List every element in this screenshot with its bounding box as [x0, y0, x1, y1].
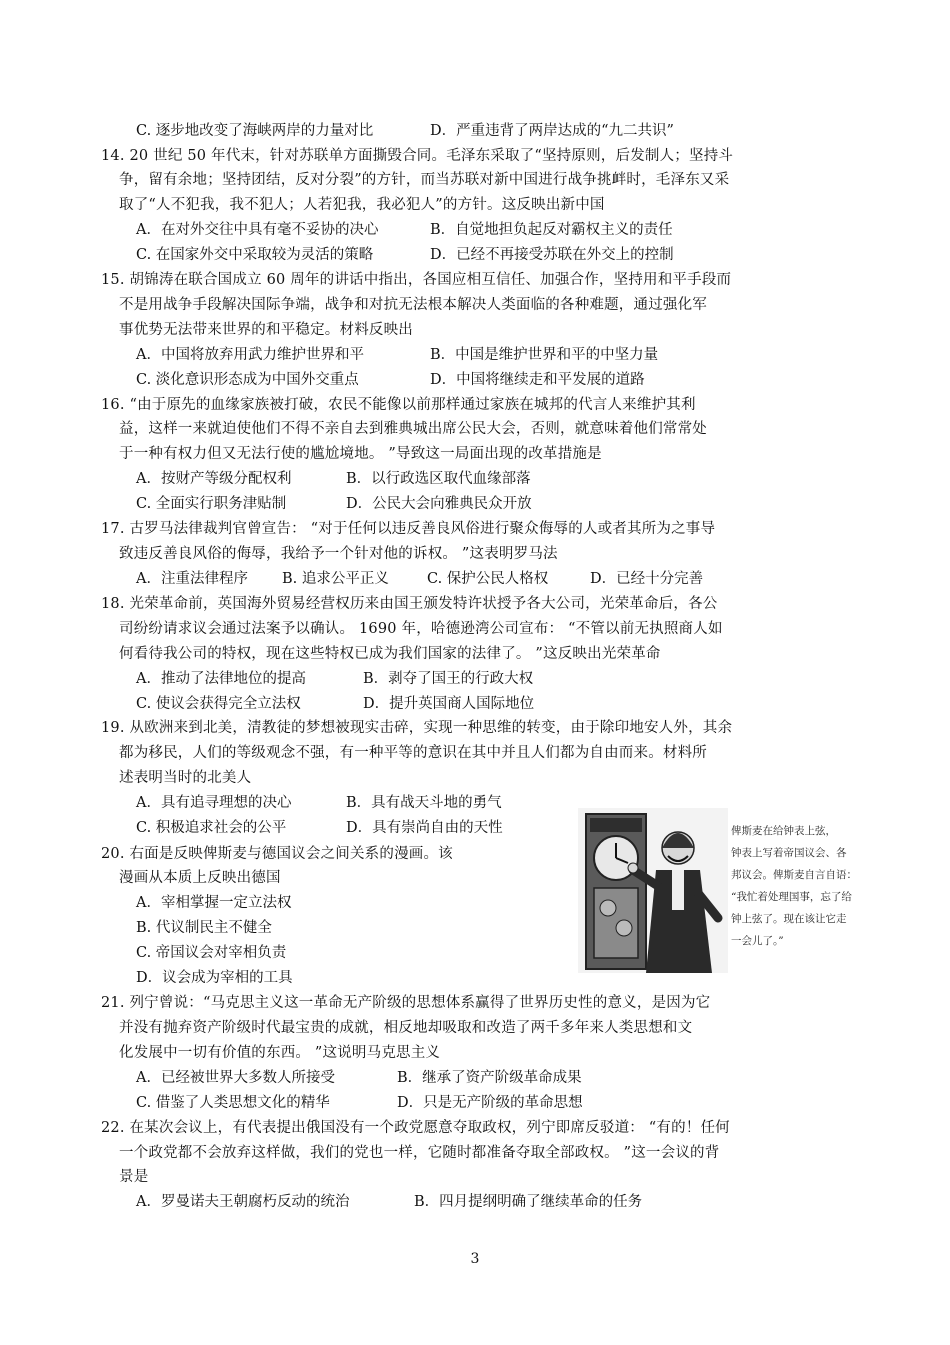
question-line: 述表明当时的北美人 [119, 770, 252, 786]
answer-option: A．按财产等级分配权利 [136, 471, 292, 487]
question-line: 22. 在某次会议上，有代表提出俄国没有一个政党愿意夺取政权，列宁即席反驳道： “有的！任何 [101, 1120, 730, 1136]
question-line: 漫画从本质上反映出德国 [119, 870, 281, 886]
answer-option: B. 追求公平正义 [282, 571, 389, 587]
answer-option: A．推动了法律地位的提高 [136, 671, 306, 687]
caption-line: 钟上弦了。现在该让它走 [731, 913, 847, 925]
answer-option: C. 逐步地改变了海峡两岸的力量对比 [136, 123, 374, 139]
answer-option: A．已经被世界大多数人所接受 [136, 1070, 335, 1086]
answer-option: D．已经不再接受苏联在外交上的控制 [430, 247, 674, 263]
caption-line: 一会儿了。” [731, 935, 784, 947]
answer-option: C. 帝国议会对宰相负责 [136, 945, 287, 961]
question-line: 20. 右面是反映俾斯麦与德国议会之间关系的漫画。该 [101, 846, 453, 862]
question-line: 化发展中一切有价值的东西。 ”这说明马克思主义 [119, 1045, 441, 1061]
question-line: 于一种有权力但又无法行使的尴尬境地。 ”导致这一局面出现的改革措施是 [119, 446, 602, 462]
answer-option: A．罗曼诺夫王朝腐朽反动的统治 [136, 1194, 350, 1210]
question-line: 争，留有余地；坚持团结，反对分裂”的方针，而当苏联对新中国进行战争挑衅时，毛泽东又采 [119, 172, 730, 188]
question-line: 取了“人不犯我，我不犯人；人若犯我，我必犯人”的方针。这反映出新中国 [119, 197, 605, 213]
question-line: 并没有抛弃资产阶级时代最宝贵的成就，相反地却吸取和改造了两千多年来人类思想和文 [119, 1020, 693, 1036]
answer-option: D．严重违背了两岸达成的“九二共识” [430, 123, 674, 139]
answer-option: D．已经十分完善 [590, 571, 704, 587]
page-number: 3 [470, 1251, 480, 1267]
answer-option: A．注重法律程序 [136, 571, 248, 587]
caption-line: 邦议会。俾斯麦自言自语： [731, 869, 857, 881]
answer-option: D．公民大会向雅典民众开放 [346, 496, 532, 512]
answer-option: C. 保护公民人格权 [427, 571, 549, 587]
answer-option: B．具有战天斗地的勇气 [346, 795, 502, 811]
caption-line: 钟表上写着帝国议会、各 [731, 847, 847, 859]
question-line: 益，这样一来就迫使他们不得不亲自去到雅典城出席公民大会，否则，就意味着他们常常处 [119, 421, 707, 437]
answer-option: D．议会成为宰相的工具 [136, 970, 293, 986]
answer-option: B．四月提纲明确了继续革命的任务 [414, 1194, 643, 1210]
question-line: 不是用战争手段解决国际争端，战争和对抗无法根本解决人类面临的各种难题，通过强化军 [119, 297, 707, 313]
answer-option: B. 代议制民主不健全 [136, 920, 272, 936]
answer-option: A．中国将放弃用武力维护世界和平 [136, 347, 364, 363]
answer-option: A．在对外交往中具有毫不妥协的决心 [136, 222, 379, 238]
answer-option: C. 借鉴了人类思想文化的精华 [136, 1095, 330, 1111]
question-line: 事优势无法带来世界的和平稳定。材料反映出 [119, 322, 413, 338]
caption-line: “我忙着处理国事，忘了给 [731, 891, 852, 903]
caption-line: 俾斯麦在给钟表上弦， [731, 825, 836, 837]
answer-option: C. 在国家外交中采取较为灵活的策略 [136, 247, 374, 263]
question-line: 何看待我公司的特权，现在这些特权已成为我们国家的法律了。 ”这反映出光荣革命 [119, 646, 661, 662]
answer-option: D．提升英国商人国际地位 [363, 696, 535, 712]
answer-option: A．具有追寻理想的决心 [136, 795, 292, 811]
question-line: 都为移民，人们的等级观念不强，有一种平等的意识在其中并且人们都为自由而来。材料所 [119, 745, 707, 761]
question-line: 14. 20 世纪 50 年代末，针对苏联单方面撕毁合同。毛泽东采取了“坚持原则，后发制人；坚持斗 [101, 148, 734, 164]
answer-option: B．中国是维护世界和平的中坚力量 [430, 347, 659, 363]
question-line: 司纷纷请求议会通过法案予以确认。 1690 年，哈德逊湾公司宣布： “不管以前无执照商人如 [119, 621, 723, 637]
answer-option: C. 积极追求社会的公平 [136, 820, 287, 836]
answer-option: B．剥夺了国王的行政大权 [363, 671, 534, 687]
answer-option: D．中国将继续走和平发展的道路 [430, 372, 645, 388]
question-line: 21. 列宁曾说：“马克思主义这一革命无产阶级的思想体系赢得了世界历史性的意义，是因为它 [101, 995, 711, 1011]
question-line: 一个政党都不会放弃这样做，我们的党也一样，它随时都准备夺取全部政权。 ”这一会议的背 [119, 1145, 720, 1161]
question-line: 15. 胡锦涛在联合国成立 60 周年的讲话中指出，各国应相互信任、加强合作，坚持用和平手段而 [101, 272, 732, 288]
answer-option: C. 全面实行职务津贴制 [136, 496, 287, 512]
question-line: 景是 [119, 1169, 149, 1185]
answer-option: A．宰相掌握一定立法权 [136, 895, 292, 911]
question-line: 16. “由于原先的血缘家族被打破，农民不能像以前那样通过家族在城邦的代言人来维护其利 [101, 397, 696, 413]
answer-option: B．继承了资产阶级革命成果 [397, 1070, 582, 1086]
answer-option: C. 淡化意识形态成为中国外交重点 [136, 372, 359, 388]
answer-option: D．具有崇尚自由的天性 [346, 820, 503, 836]
question-line: 18. 光荣革命前，英国海外贸易经营权历来由国王颁发特许状授予各大公司，光荣革命后，各公 [101, 596, 718, 612]
answer-option: B．自觉地担负起反对霸权主义的责任 [430, 222, 673, 238]
question-line: 17. 古罗马法律裁判官曾宣告： “对于任何以违反善良风俗进行聚众侮辱的人或者其所为之事导 [101, 521, 716, 537]
answer-option: D．只是无产阶级的革命思想 [397, 1095, 583, 1111]
answer-option: B．以行政选区取代血缘部落 [346, 471, 531, 487]
question-line: 致违反善良风俗的侮辱，我给予一个针对他的诉权。 ”这表明罗马法 [119, 546, 558, 562]
cartoon-drawing [578, 808, 728, 973]
answer-option: C. 使议会获得完全立法权 [136, 696, 301, 712]
question-line: 19. 从欧洲来到北美，清教徒的梦想被现实击碎，实现一种思维的转变，由于除印地安人外，其余 [101, 720, 733, 736]
